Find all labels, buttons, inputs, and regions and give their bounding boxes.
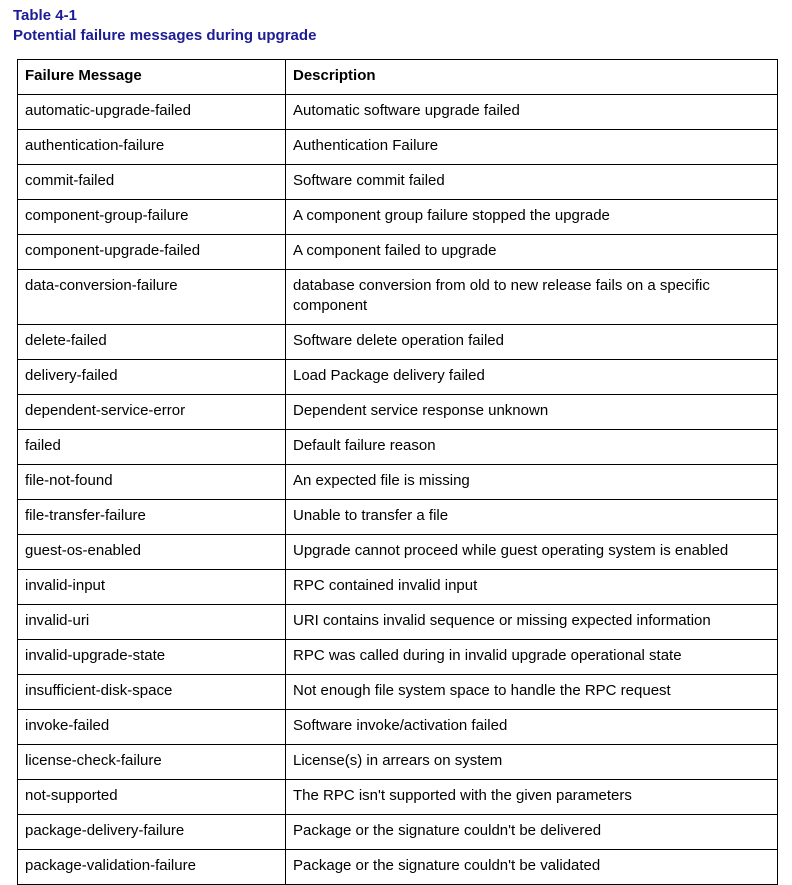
failure-message-cell: license-check-failure	[18, 745, 286, 780]
table-row	[18, 605, 778, 640]
failure-message-cell: invoke-failed	[18, 710, 286, 745]
description-cell: Package or the signature couldn't be validated	[286, 850, 778, 885]
table-row	[18, 430, 778, 465]
table-row	[18, 200, 778, 235]
table-row	[18, 675, 778, 710]
failure-messages-table	[17, 59, 778, 885]
table-row	[18, 95, 778, 130]
failure-message-cell: component-upgrade-failed	[18, 235, 286, 270]
description-cell: An expected file is missing	[286, 465, 778, 500]
table-row	[18, 535, 778, 570]
table-row	[18, 395, 778, 430]
description-cell: Software invoke/activation failed	[286, 710, 778, 745]
failure-message-cell: invalid-upgrade-state	[18, 640, 286, 675]
description-cell: A component group failure stopped the upgrade	[286, 200, 778, 235]
description-cell: Not enough file system space to handle the RPC request	[286, 675, 778, 710]
failure-message-cell: commit-failed	[18, 165, 286, 200]
table-row	[18, 500, 778, 535]
table-row	[18, 570, 778, 605]
table-caption	[13, 6, 792, 46]
failure-message-cell: invalid-uri	[18, 605, 286, 640]
description-cell: RPC was called during in invalid upgrade operational state	[286, 640, 778, 675]
table-row	[18, 815, 778, 850]
table-title: Potential failure messages during upgrade	[13, 27, 317, 44]
description-cell: Unable to transfer a file	[286, 500, 778, 535]
failure-message-cell: delete-failed	[18, 325, 286, 360]
failure-message-cell: guest-os-enabled	[18, 535, 286, 570]
failure-message-cell: delivery-failed	[18, 360, 286, 395]
column-header-description: Description	[286, 60, 778, 95]
table-row	[18, 325, 778, 360]
table-row	[18, 165, 778, 200]
failure-message-cell: insufficient-disk-space	[18, 675, 286, 710]
failure-message-cell: not-supported	[18, 780, 286, 815]
description-cell: database conversion from old to new release fails on a specific component	[286, 270, 778, 325]
description-cell: URI contains invalid sequence or missing expected information	[286, 605, 778, 640]
table-body	[18, 95, 778, 885]
description-cell: RPC contained invalid input	[286, 570, 778, 605]
failure-message-cell: invalid-input	[18, 570, 286, 605]
description-cell: Package or the signature couldn't be delivered	[286, 815, 778, 850]
description-cell: License(s) in arrears on system	[286, 745, 778, 780]
failure-message-cell: package-validation-failure	[18, 850, 286, 885]
description-cell: The RPC isn't supported with the given parameters	[286, 780, 778, 815]
table-row	[18, 710, 778, 745]
description-cell: Authentication Failure	[286, 130, 778, 165]
failure-message-cell: authentication-failure	[18, 130, 286, 165]
failure-message-cell: automatic-upgrade-failed	[18, 95, 286, 130]
table-row	[18, 640, 778, 675]
description-cell: Software commit failed	[286, 165, 778, 200]
description-cell: A component failed to upgrade	[286, 235, 778, 270]
failure-message-cell: package-delivery-failure	[18, 815, 286, 850]
column-header-failure-message: Failure Message	[18, 60, 286, 95]
description-cell: Software delete operation failed	[286, 325, 778, 360]
table-row	[18, 360, 778, 395]
failure-message-cell: file-not-found	[18, 465, 286, 500]
table-row	[18, 270, 778, 325]
header-row	[18, 60, 778, 95]
table-header	[18, 60, 778, 95]
failure-message-cell: failed	[18, 430, 286, 465]
description-cell: Default failure reason	[286, 430, 778, 465]
table-row	[18, 745, 778, 780]
table-row	[18, 850, 778, 885]
description-cell: Automatic software upgrade failed	[286, 95, 778, 130]
table-row	[18, 130, 778, 165]
failure-message-cell: dependent-service-error	[18, 395, 286, 430]
description-cell: Dependent service response unknown	[286, 395, 778, 430]
description-cell: Load Package delivery failed	[286, 360, 778, 395]
table-number: Table 4-1	[13, 7, 77, 24]
failure-message-cell: data-conversion-failure	[18, 270, 286, 325]
failure-message-cell: file-transfer-failure	[18, 500, 286, 535]
table-row	[18, 235, 778, 270]
description-cell: Upgrade cannot proceed while guest operating system is enabled	[286, 535, 778, 570]
failure-message-cell: component-group-failure	[18, 200, 286, 235]
table-row	[18, 780, 778, 815]
table-row	[18, 465, 778, 500]
